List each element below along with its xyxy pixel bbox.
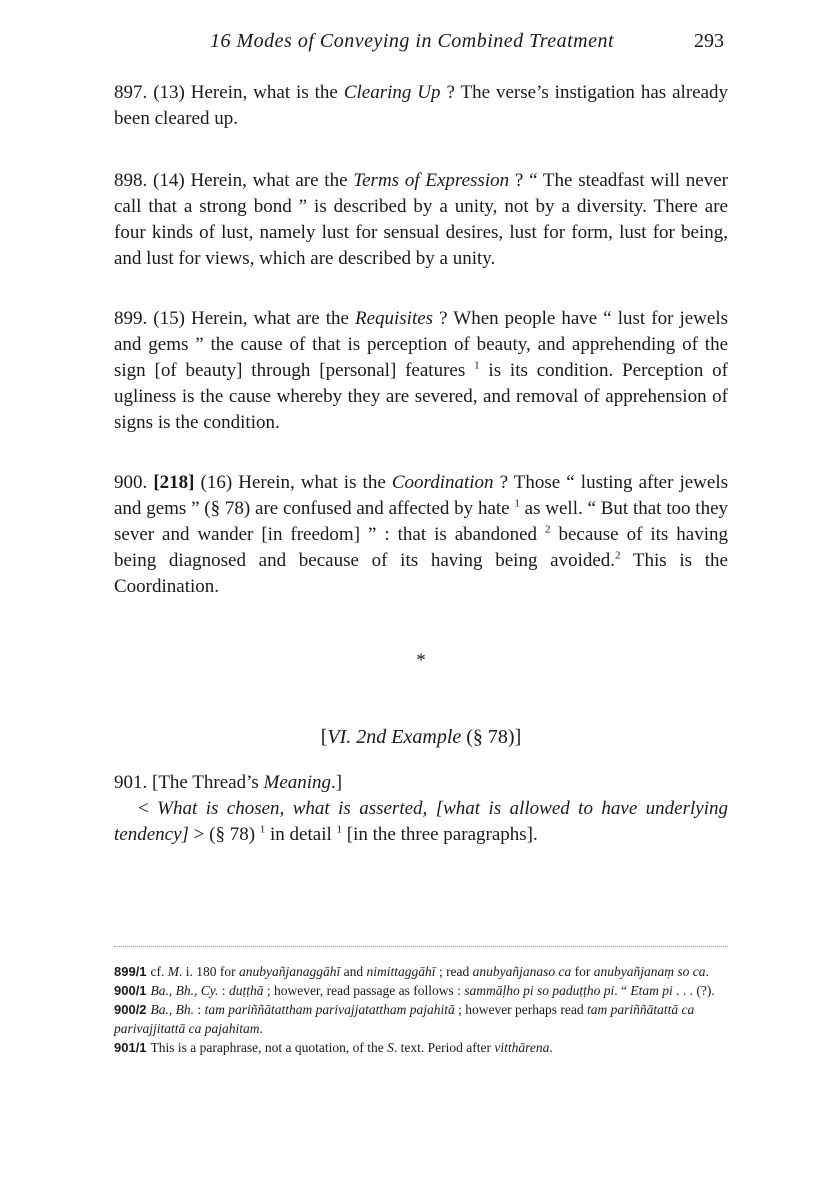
italic-term: Ba., Bh.	[150, 1002, 195, 1017]
footnote-marker: 2	[615, 549, 621, 562]
text-run: :	[194, 1002, 205, 1017]
paragraph-901-continued	[114, 796, 728, 848]
italic-term: nimittaggāhī	[366, 964, 436, 979]
text-run: . . . (?).	[672, 983, 715, 998]
text-run: This is a paraphrase, not a quotation, of the	[150, 1040, 388, 1055]
text-run: .	[549, 1040, 553, 1055]
text-run: .	[259, 1021, 263, 1036]
italic-term: VI. 2nd Example	[327, 726, 462, 748]
italic-term: vitthārena	[494, 1040, 550, 1055]
text-run: <	[138, 798, 158, 819]
text-run: [	[320, 726, 328, 748]
footnote-marker: 1	[514, 497, 520, 510]
footnote-ref: 901/1	[114, 1040, 147, 1055]
footnote-marker: 1	[474, 359, 480, 372]
text-run: because of its having being diagnosed and because of its having being avoided.	[114, 524, 728, 571]
text-run: ; however perhaps read	[454, 1002, 588, 1017]
italic-term: anubyañjanaggāhī	[239, 964, 341, 979]
section-heading	[114, 724, 728, 750]
text-run: .]	[331, 772, 343, 793]
text-run: . i. 180 for	[179, 964, 240, 979]
text-run: (16) Herein, what is the	[194, 472, 392, 493]
text-run: . text. Period after	[393, 1040, 495, 1055]
italic-term: Meaning	[263, 772, 332, 793]
italic-term: anubyañjanaṃ so ca	[593, 964, 706, 979]
text-run: .	[705, 964, 709, 979]
italic-term: Terms of Expression	[353, 170, 510, 191]
text-run: is its condition. Perception of ugliness is the cause whereby they are severed, and removal of apprehension of signs is the condition.	[114, 360, 728, 433]
section-divider: *	[416, 650, 426, 671]
footnote-901-1	[114, 1038, 734, 1057]
text-run: 900.	[114, 472, 154, 493]
text-run: for	[571, 964, 594, 979]
running-title: 16 Modes of Conveying in Combined Treatment	[210, 30, 615, 52]
text-run: ? “ The steadfast will never call that a strong bond ” is described by a unity, not by a diversity. There are four kinds of lust, namely lust for sensual desires, lust for form, lust for being, and lust for views, which are described by a unity.	[114, 170, 728, 269]
text-run: 901. [The Thread’s	[114, 772, 264, 793]
footnote-separator	[114, 946, 728, 947]
main-text	[114, 80, 728, 848]
text-run: ; read	[435, 964, 473, 979]
text-run: 899. (15) Herein, what are the	[114, 308, 355, 329]
italic-term: M	[167, 964, 180, 979]
italic-term: Requisites	[354, 308, 434, 329]
italic-term: sammāḷho pi so paduṭṭho pi	[464, 983, 615, 998]
text-run: . “	[614, 983, 631, 998]
paragraph-897	[114, 80, 728, 132]
italic-term: S	[387, 1040, 394, 1055]
italic-term: tam pariññātattham parivajjatattham pajahitā	[204, 1002, 455, 1017]
paragraph-898	[114, 168, 728, 272]
footnote-ref: 899/1	[114, 964, 147, 979]
italic-term: anubyañjanaso ca	[472, 964, 572, 979]
italic-term: duṭṭhā	[228, 983, 264, 998]
text-run: :	[218, 983, 229, 998]
paragraph-901	[114, 770, 728, 796]
page-reference: [218]	[153, 472, 195, 493]
page-number: 293	[694, 30, 724, 52]
footnote-900-2	[114, 1000, 734, 1038]
paragraph-899	[114, 306, 728, 436]
footnote-ref: 900/2	[114, 1002, 147, 1017]
footnote-899-1	[114, 962, 734, 981]
footnote-ref: 900/1	[114, 983, 147, 998]
footnote-900-1	[114, 981, 734, 1000]
italic-term: tam pariññātattā ca parivajjitattā ca pajahitam	[114, 1002, 695, 1036]
text-run: > (§ 78)	[188, 824, 260, 845]
text-run: ? The verse’s instigation has already been cleared up.	[114, 82, 729, 129]
text-run: cf.	[150, 964, 168, 979]
text-run: 898. (14) Herein, what are the	[114, 170, 354, 191]
running-header	[0, 30, 831, 56]
text-run: and	[340, 964, 367, 979]
text-run: (§ 78)]	[461, 726, 522, 748]
text-run: ; however, read passage as follows :	[263, 983, 465, 998]
text-run: [in the three paragraphs].	[342, 824, 538, 845]
text-run: 897. (13) Herein, what is the	[114, 82, 344, 103]
text-run: as well. “ But that too they sever and wander [in freedom] ” : that is abandoned	[114, 498, 729, 545]
footnote-marker: 1	[259, 823, 266, 836]
italic-term: Ba., Bh., Cy.	[150, 983, 219, 998]
italic-quote: What is chosen, what is asserted, [what is allowed to have underlying tendency]	[114, 798, 729, 845]
text-run: ? When people have “ lust for jewels and gems ” the cause of that is perception of beauty, and apprehending of the sign [of beauty] through [personal] features	[114, 308, 728, 381]
text-run: This is the Coordination.	[114, 550, 728, 597]
italic-term: Etam pi	[630, 983, 673, 998]
text-run: ? Those “ lusting after jewels and gems ” (§ 78) are confused and affected by hate	[114, 472, 729, 519]
italic-term: Coordination	[391, 472, 494, 493]
footnote-marker: 2	[545, 523, 551, 536]
text-run: in detail	[265, 824, 337, 845]
paragraph-900	[114, 470, 728, 600]
footnote-marker: 1	[336, 823, 343, 836]
italic-term: Clearing Up	[343, 82, 441, 103]
footnotes	[114, 962, 734, 1057]
